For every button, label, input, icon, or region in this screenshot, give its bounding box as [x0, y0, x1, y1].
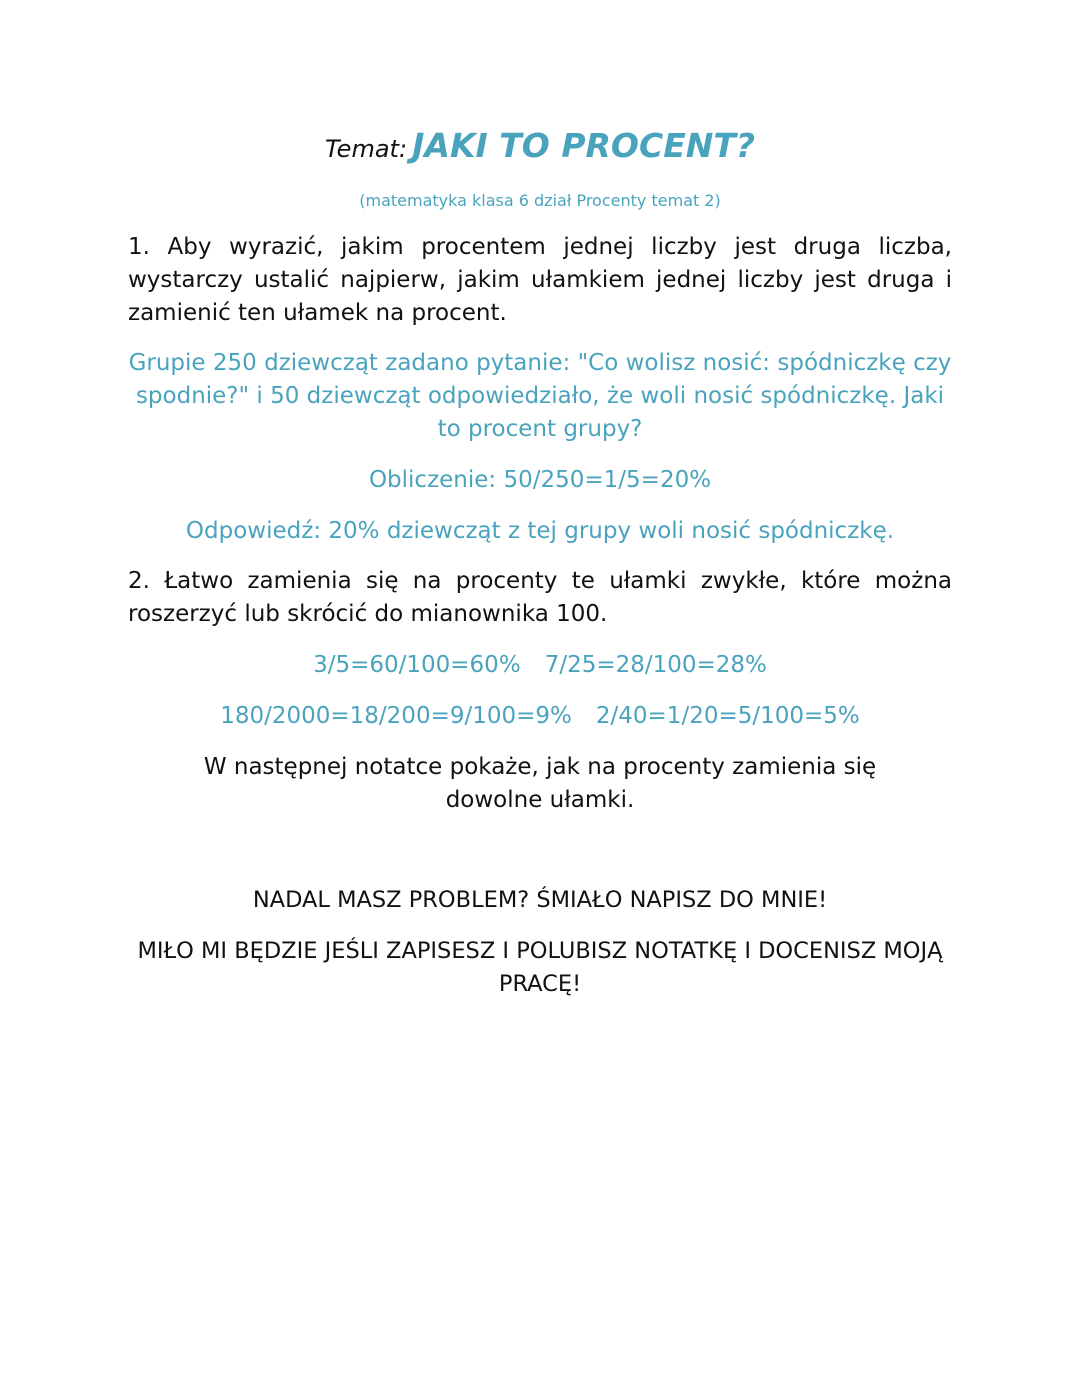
subtitle: (matematyka klasa 6 dział Procenty temat 2): [359, 191, 721, 210]
title: [128, 126, 952, 165]
footer-line-2: MIŁO MI BĘDZIE JEŚLI ZAPISESZ I POLUBISZ NOTATKĘ I DOCENISZ MOJĄ PRACĘ!: [137, 938, 943, 997]
equation: 7/25=28/100=28%: [544, 652, 767, 678]
next-note: W następnej notatce pokaże, jak na procenty zamienia się dowolne ułamki.: [203, 754, 877, 813]
footer-line-1: NADAL MASZ PROBLEM? ŚMIAŁO NAPISZ DO MNIE!: [252, 887, 828, 913]
equation: 180/2000=18/200=9/100=9%: [220, 703, 572, 729]
equation: 3/5=60/100=60%: [313, 652, 521, 678]
title-main: JAKI TO PROCENT?: [412, 126, 756, 165]
example-answer: Odpowiedź: 20% dziewcząt z tej grupy woli nosić spódniczkę.: [185, 518, 895, 544]
title-prefix: Temat:: [324, 135, 408, 163]
equation: 2/40=1/20=5/100=5%: [595, 703, 860, 729]
example-question: Grupie 250 dziewcząt zadano pytanie: "Co wolisz nosić: spódniczkę czy spodnie?" i 50 dziewcząt odpowiedziało, że woli nosić spódniczkę. Jaki to procent grupy?: [128, 350, 952, 442]
example-calculation: Obliczenie: 50/250=1/5=20%: [368, 467, 712, 493]
point-2: 2. Łatwo zamienia się na procenty te ułamki zwykłe, które można roszerzyć lub skrócić do mianownika 100.: [128, 568, 952, 627]
equations-row-2: [128, 700, 952, 733]
equations-row-1: [128, 649, 952, 682]
point-1: 1. Aby wyrazić, jakim procentem jednej liczby jest druga liczba, wystarczy ustalić najpierw, jakim ułamkiem jednej liczby jest druga i zamienić ten ułamek na procent.: [128, 234, 952, 326]
